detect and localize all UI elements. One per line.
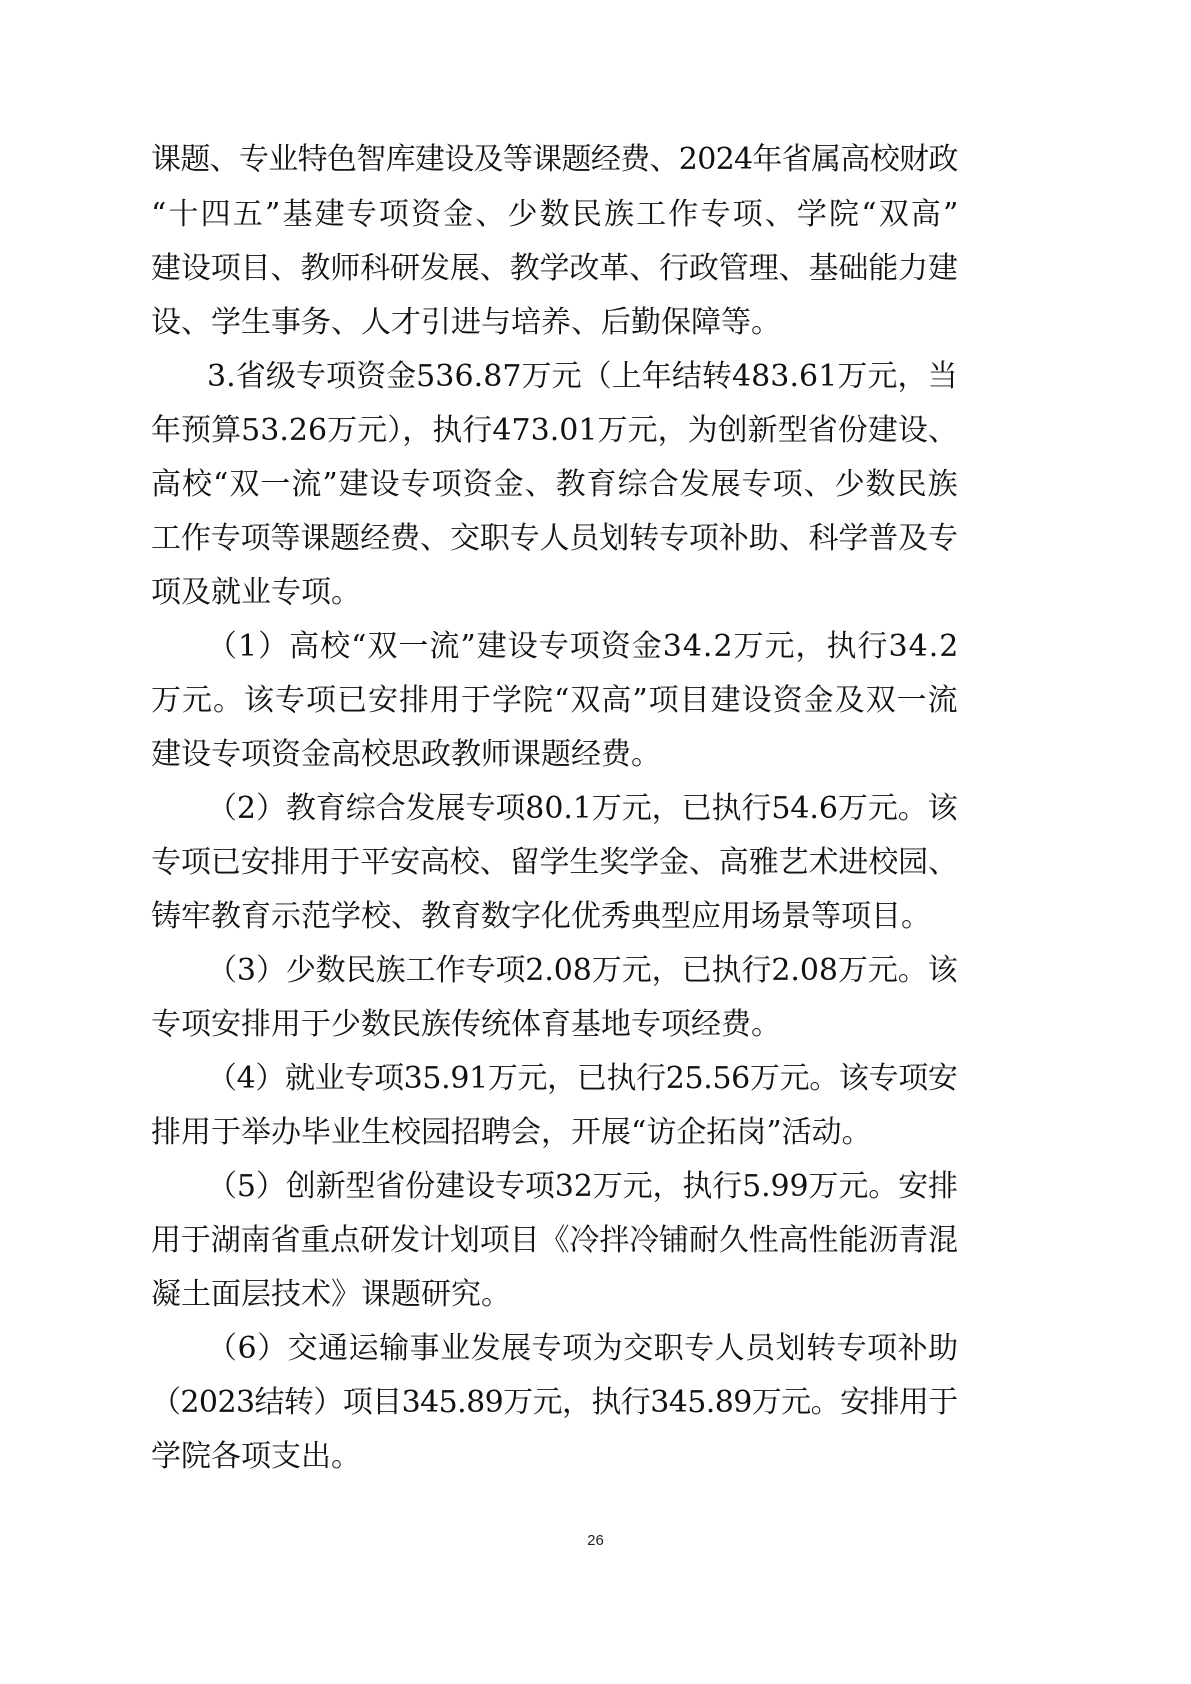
body-line-7: 高校“双一流”建设专项资金、教育综合发展专项、少数民族 bbox=[151, 467, 959, 502]
body-line-19: 排用于举办毕业生校园招聘会，开展“访企拓岗”活动。 bbox=[151, 1115, 872, 1150]
body-line-11: 万元。该专项已安排用于学院“双高”项目建设资金及双一流 bbox=[151, 683, 959, 718]
body-line-21: 用于湖南省重点研发计划项目《冷拌冷铺耐久性高性能沥青混 bbox=[151, 1223, 958, 1258]
body-line-23: （6）交通运输事业发展专项为交职专人员划转专项补助 bbox=[207, 1331, 959, 1366]
body-line-6: 年预算53.26万元），执行473.01万元，为创新型省份建设、 bbox=[151, 413, 958, 448]
body-line-20: （5）创新型省份建设专项32万元，执行5.99万元。安排 bbox=[207, 1169, 958, 1204]
body-line-9: 项及就业专项。 bbox=[151, 575, 361, 610]
body-line-2: “十四五”基建专项资金、少数民族工作专项、学院“双高” bbox=[151, 197, 961, 232]
body-line-17: 专项安排用于少数民族传统体育基地专项经费。 bbox=[151, 1007, 781, 1042]
body-line-3: 建设项目、教师科研发展、教学改革、行政管理、基础能力建 bbox=[151, 251, 958, 286]
body-line-16: （3）少数民族工作专项2.08万元，已执行2.08万元。该 bbox=[207, 953, 958, 988]
body-line-1: 课题、专业特色智库建设及等课题经费、2024年省属高校财政 bbox=[151, 142, 958, 177]
body-line-8: 工作专项等课题经费、交职专人员划转专项补助、科学普及专 bbox=[151, 521, 958, 556]
body-line-5: 3.省级专项资金536.87万元（上年结转483.61万元，当 bbox=[207, 359, 958, 394]
body-line-12: 建设专项资金高校思政教师课题经费。 bbox=[151, 737, 661, 772]
body-line-24: （2023结转）项目345.89万元，执行345.89万元。安排用于 bbox=[151, 1385, 958, 1420]
body-line-14: 专项已安排用于平安高校、留学生奖学金、高雅艺术进校园、 bbox=[151, 845, 958, 880]
body-line-4: 设、学生事务、人才引进与培养、后勤保障等。 bbox=[151, 305, 781, 340]
body-line-22: 凝土面层技术》课题研究。 bbox=[151, 1277, 511, 1312]
body-line-25: 学院各项支出。 bbox=[151, 1439, 361, 1474]
body-line-10: （1）高校“双一流”建设专项资金34.2万元，执行34.2 bbox=[207, 629, 960, 664]
body-line-18: （4）就业专项35.91万元，已执行25.56万元。该专项安 bbox=[207, 1061, 958, 1096]
body-line-13: （2）教育综合发展专项80.1万元，已执行54.6万元。该 bbox=[207, 791, 958, 826]
body-line-15: 铸牢教育示范学校、教育数字化优秀典型应用场景等项目。 bbox=[151, 899, 931, 934]
page-number: 26 bbox=[587, 1532, 604, 1549]
